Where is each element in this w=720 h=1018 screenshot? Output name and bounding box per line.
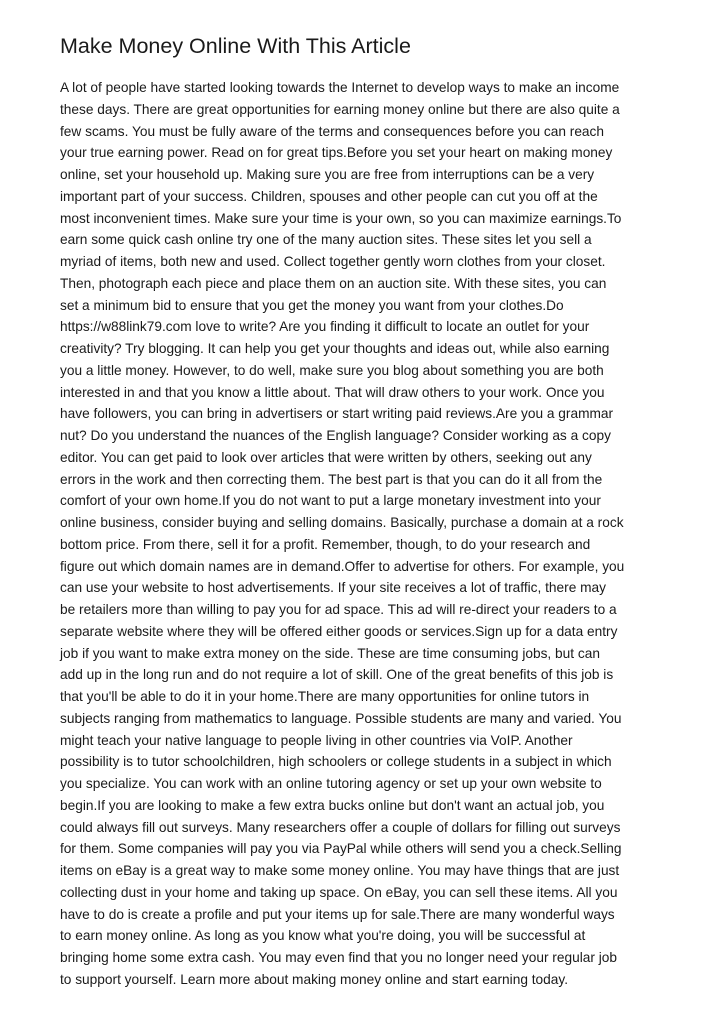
article-line: can use your website to host advertisements. If your site receives a lot of traffic, there may (60, 580, 606, 596)
article-line: most inconvenient times. Make sure your time is your own, so you can maximize earnings.To (60, 210, 622, 226)
article-line: collecting dust in your home and taking up space. On eBay, you can sell these items. All you (60, 884, 618, 900)
article-line: errors in the work and then correcting them. The best part is that you can do it all from the (60, 471, 603, 487)
article-line: to support yourself. Learn more about making money online and start earning today. (60, 971, 569, 987)
article-line: few scams. You must be fully aware of the terms and consequences before you can reach (60, 123, 605, 139)
article-line: have to do is create a profile and put your items up for sale.There are many wonderful ways (60, 906, 615, 922)
article-line: you a little money. However, to do well, make sure you blog about something you are both (60, 362, 604, 378)
article-line: set a minimum bid to ensure that you get the money you want from your clothes.Do (60, 297, 564, 313)
article-line: be retailers more than willing to pay you for ad space. This ad will re-direct your readers to a (60, 602, 617, 617)
article-line: that you'll be able to do it in your home.There are many opportunities for online tutors in (60, 689, 590, 704)
article-line: might teach your native language to people living in other countries via VoIP. Another (60, 732, 573, 748)
article-line: bottom price. From there, sell it for a profit. Remember, though, to do your research and (60, 536, 591, 552)
article-line: bringing home some extra cash. You may even find that you no longer need your regular job (60, 950, 617, 965)
article-line: you specialize. You can work with an online tutoring agency or set up your own website to (60, 776, 602, 791)
article-line: creativity? Try blogging. It can help you get your thoughts and ideas out, while also earning (60, 341, 610, 356)
article-line: editor. You can get paid to look over articles that were written by others, seeking out any (60, 449, 592, 465)
article-line: have followers, you can bring in advertisers or start writing paid reviews.Are you a grammar (60, 406, 614, 422)
article-line: A lot of people have started looking towards the Internet to develop ways to make an income (60, 80, 620, 95)
article-line: online, set your household up. Making sure you are free from interruptions can be a very (60, 167, 595, 182)
article-line: https://w88link79.com love to write? Are you finding it difficult to locate an outlet for your (60, 319, 590, 335)
article-line: job if you want to make extra money on the side. These are time consuming jobs, but can (60, 645, 600, 661)
article-line: online business, consider buying and selling domains. Basically, purchase a domain at a rock (60, 515, 624, 530)
article-body (60, 77, 670, 991)
article-line: your true earning power. Read on for great tips.Before you set your heart on making money (60, 145, 613, 161)
article-line: comfort of your own home.If you do not want to put a large monetary investment into your (60, 493, 601, 509)
article-line: for them. Some companies will pay you via PayPal while others will send you a check.Selling (60, 841, 622, 857)
article-line: could always fill out surveys. Many researchers offer a couple of dollars for filling out surveys (60, 819, 621, 835)
article-line: Then, photograph each piece and place them on an auction site. With these sites, you can (60, 275, 607, 291)
article-line: possibility is to tutor schoolchildren, high schoolers or college students in a subject in which (60, 754, 612, 770)
article-line: important part of your success. Children, spouses and other people can cut you off at the (60, 188, 598, 204)
article-line: separate website where they will be offered either goods or services.Sign up for a data entry (60, 623, 618, 639)
page-title: Make Money Online With This Article (60, 34, 411, 58)
article-line: earn some quick cash online try one of the many auction sites. These sites let you sell a (60, 232, 592, 248)
article-line: nut? Do you understand the nuances of the English language? Consider working as a copy (60, 428, 611, 443)
article-line: items on eBay is a great way to make some money online. You may have things that are just (60, 863, 620, 878)
article-line: to earn money online. As long as you know what you're doing, you will be successful at (60, 928, 586, 944)
article-line: interested in and that you know a little about. That will draw others to your work. Once you (60, 384, 605, 400)
article-line: these days. There are great opportunities for earning money online but there are also quite a (60, 101, 620, 117)
article-line: figure out which domain names are in demand.Offer to advertise for others. For example, you (60, 558, 625, 574)
article-line: myriad of items, both new and used. Collect together gently worn clothes from your closet. (60, 254, 606, 269)
article-line: subjects ranging from mathematics to language. Possible students are many and varied. You (60, 710, 622, 726)
article-line: add up in the long run and do not require a lot of skill. One of the great benefits of this job is (60, 667, 614, 683)
article-line: begin.If you are looking to make a few extra bucks online but don't want an actual job, you (60, 797, 605, 813)
